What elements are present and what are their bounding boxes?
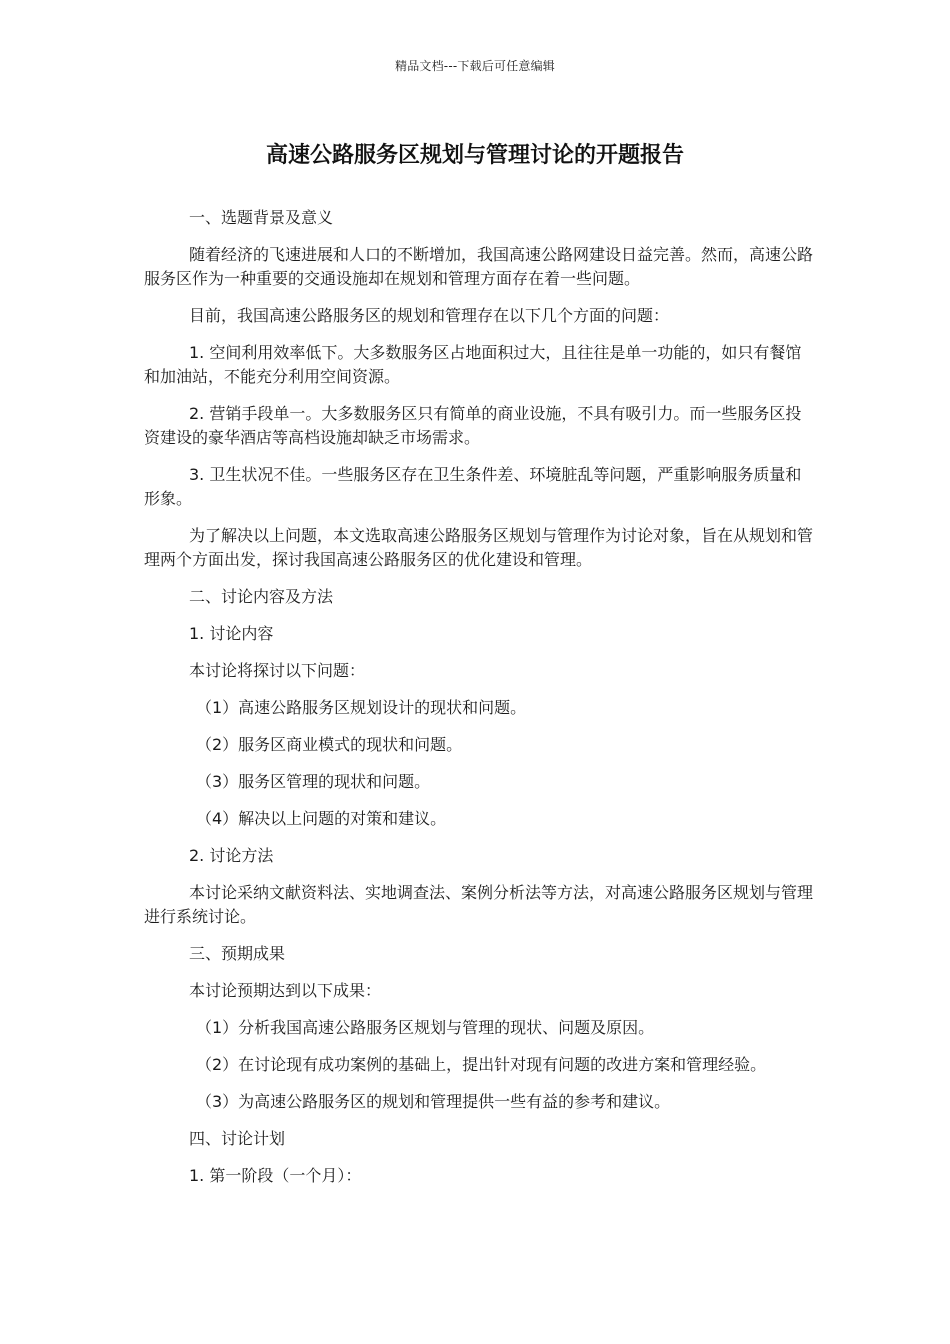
list-item: （1）高速公路服务区规划设计的现状和问题。 — [196, 698, 527, 717]
document-body — [144, 206, 814, 1201]
list-item: （3）服务区管理的现状和问题。 — [196, 772, 431, 791]
document-title: 高速公路服务区规划与管理讨论的开题报告 — [265, 143, 684, 168]
list-item: （3）为高速公路服务区的规划和管理提供一些有益的参考和建议。 — [196, 1092, 671, 1111]
list-item: 3. 卫生状况不佳。一些服务区存在卫生条件差、环境脏乱等问题，严重影响服务质量和形象。 — [144, 465, 802, 508]
list-item: 1. 空间利用效率低下。大多数服务区占地面积过大，且往往是单一功能的，如只有餐馆和加油站，不能充分利用空间资源。 — [144, 343, 802, 386]
paragraph: 随着经济的飞速进展和人口的不断增加，我国高速公路网建设日益完善。然而，高速公路服务区作为一种重要的交通设施却在规划和管理方面存在着一些问题。 — [144, 245, 814, 288]
paragraph: 本讨论预期达到以下成果： — [189, 981, 382, 1000]
section-heading: 三、预期成果 — [189, 944, 286, 963]
list-item: 2. 营销手段单一。大多数服务区只有简单的商业设施，不具有吸引力。而一些服务区投资建设的豪华酒店等高档设施却缺乏市场需求。 — [144, 404, 802, 447]
list-item: （4）解决以上问题的对策和建议。 — [196, 809, 447, 828]
section-heading: 二、讨论内容及方法 — [189, 587, 334, 606]
section-heading: 四、讨论计划 — [189, 1129, 286, 1148]
section-heading: 一、选题背景及意义 — [189, 208, 334, 227]
list-item: （2）在讨论现有成功案例的基础上，提出针对现有问题的改进方案和管理经验。 — [196, 1055, 767, 1074]
paragraph: 为了解决以上问题，本文选取高速公路服务区规划与管理作为讨论对象，旨在从规划和管理两个方面出发，探讨我国高速公路服务区的优化建设和管理。 — [144, 526, 814, 569]
subsection-heading: 2. 讨论方法 — [189, 846, 274, 865]
subsection-heading: 1. 讨论内容 — [189, 624, 274, 643]
paragraph: 目前，我国高速公路服务区的规划和管理存在以下几个方面的问题： — [189, 306, 670, 325]
list-item: （2）服务区商业模式的现状和问题。 — [196, 735, 463, 754]
list-item: （1）分析我国高速公路服务区规划与管理的现状、问题及原因。 — [196, 1018, 655, 1037]
paragraph: 本讨论将探讨以下问题： — [189, 661, 366, 680]
subsection-heading: 1. 第一阶段（一个月）： — [189, 1166, 362, 1185]
paragraph: 本讨论采纳文献资料法、实地调查法、案例分析法等方法，对高速公路服务区规划与管理进行系统讨论。 — [144, 883, 814, 926]
header-note: 精品文档---下载后可任意编辑 — [395, 59, 555, 73]
